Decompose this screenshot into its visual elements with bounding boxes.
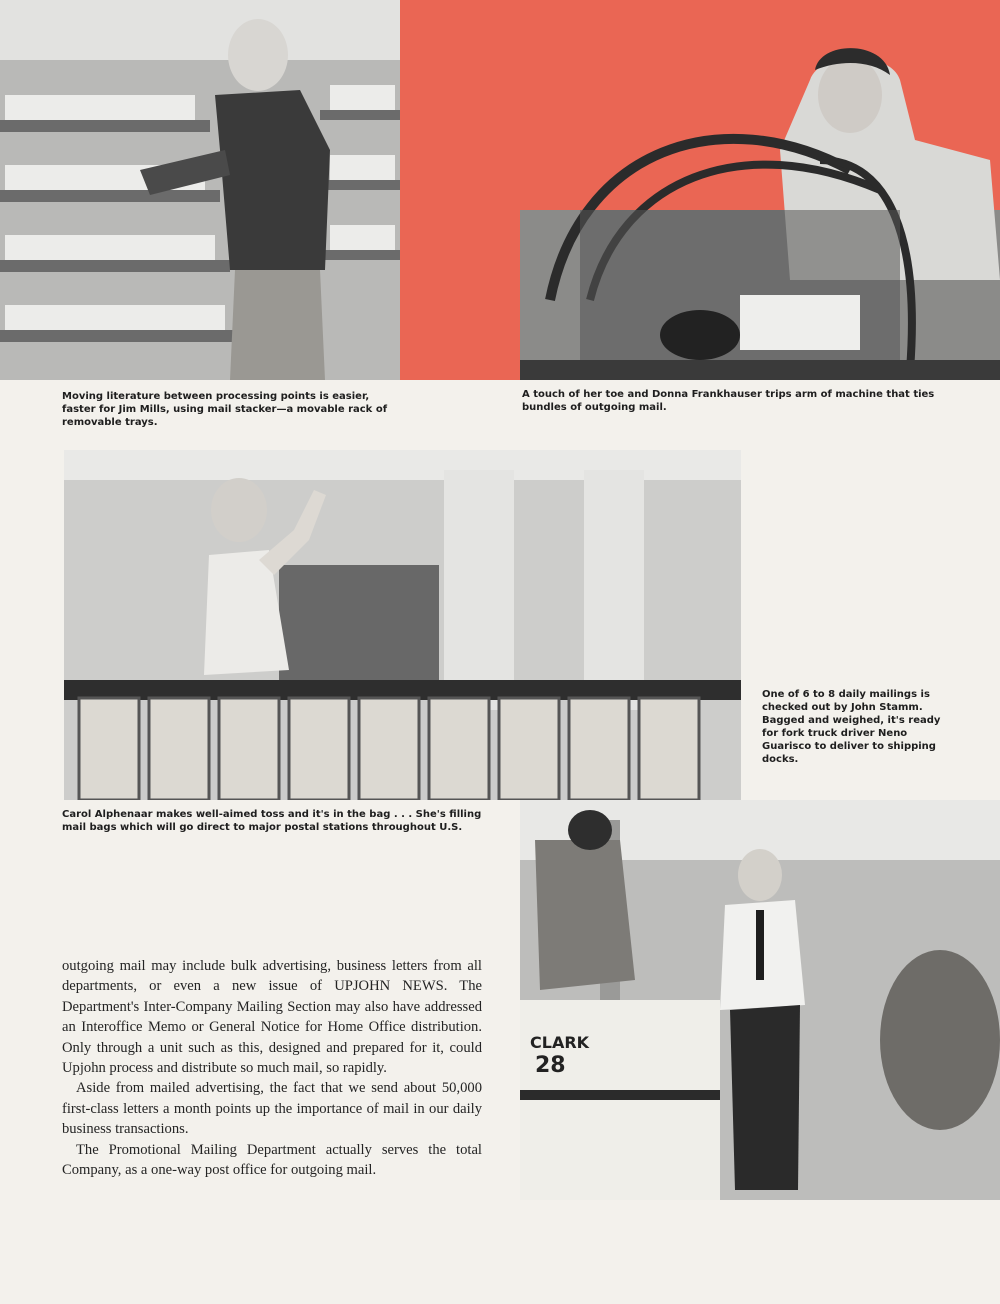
article-paragraph: The Promotional Mailing Department actually serves the total Company, as a one-way post office for outgoing mail. (62, 1141, 482, 1179)
article-paragraph: Aside from mailed advertising, the fact that we send about 50,000 first-class letters a month points up the importance of mail in our daily business transactions. (62, 1080, 482, 1138)
photo-stacker (0, 0, 400, 380)
caption-stacker: Moving literature between processing points is easier, faster for Jim Mills, using mail stacker—a movable rack of removable trays. (62, 391, 388, 428)
truck-brand-label: CLARK (530, 1033, 590, 1052)
caption-mail-bags: Carol Alphenaar makes well-aimed toss and it's in the bag . . . She's filling mail bags which will go direct to major postal stations throughout U.S. (62, 809, 482, 833)
truck-number-label: 28 (535, 1053, 566, 1078)
caption-daily-mailings: One of 6 to 8 daily mailings is checked out by John Stamm. Bagged and weighed, it's ready for fork truck driver Neno Guarisco to deliver to shipping docks. (762, 689, 941, 765)
caption-tying-machine: A touch of her toe and Donna Frankhauser trips arm of machine that ties bundles of outgoing mail. (522, 389, 935, 413)
photo-mail-bags (64, 450, 741, 800)
photo-fork-truck (520, 800, 1000, 1200)
photo-tying-machine (520, 40, 1000, 380)
article-body (62, 956, 482, 1180)
article-paragraph: outgoing mail may include bulk advertising, business letters from all departments, or even a new issue of UPJOHN NEWS. The Department's Inter-Company Mailing Section may also have addressed an Interoffice Memo or General Notice for Home Office distribution. Only through a unit such as this, designed and prepared for it, could Upjohn process and distribute so much mail, so rapidly. (62, 958, 482, 1077)
